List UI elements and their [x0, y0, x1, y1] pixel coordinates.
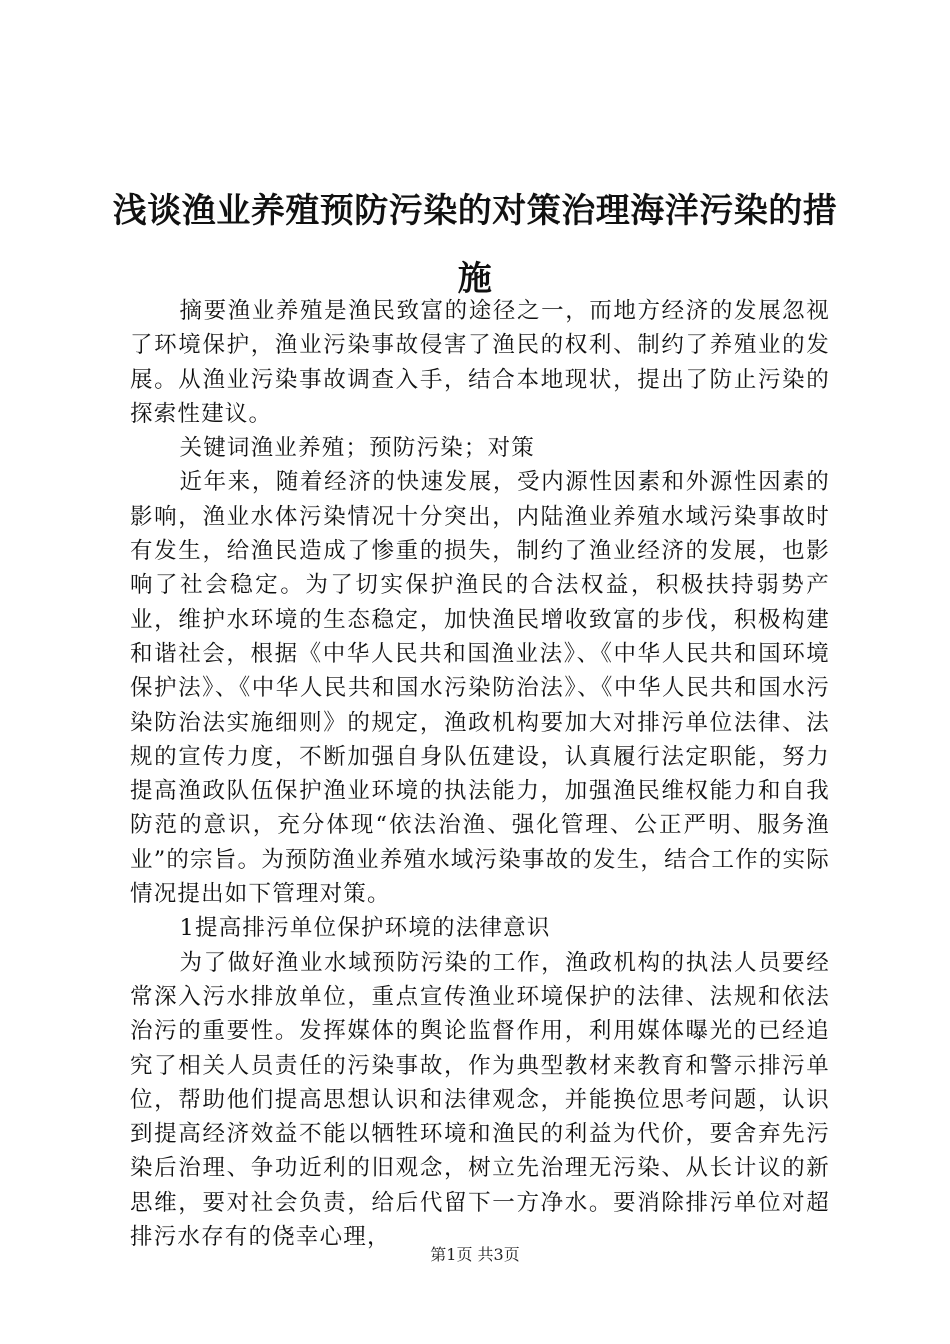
abstract-paragraph: 摘要渔业养殖是渔民致富的途径之一，而地方经济的发展忽视了环境保护，渔业污染事故侵害了渔民的权利、制约了养殖业的发展。从渔业污染事故调查入手，结合本地现状，提出了防止污染的探索性建议。: [130, 298, 830, 427]
section-heading: 1提高排污单位保护环境的法律意识: [179, 915, 551, 942]
section-paragraph: 为了做好渔业水域预防污染的工作，渔政机构的执法人员要经常深入污水排放单位，重点宣传渔业环境保护的法律、法规和依法治污的重要性。发挥媒体的舆论监督作用，利用媒体曝光的已经追究了相关人员责任的污染事故，作为典型教材来教育和警示排污单位，帮助他们提高思想认识和法律观念，并能换位思考问题，认识到提高经济效益不能以牺牲环境和渔民的利益为代价，要舍弃先污染后治理、争功近利的旧观念，树立先治理无污染、从长计议的新思维，要对社会负责，给后代留下一方净水。要消除排污单位对超排污水存有的侥幸心理，: [130, 949, 830, 1251]
page-footer: 第1页 共3页: [430, 1245, 520, 1264]
keywords-paragraph: 关键词渔业养殖；预防污染；对策: [179, 435, 536, 462]
document-title: 浅谈渔业养殖预防污染的对策治理海洋污染的措施: [112, 191, 838, 299]
document-body: [130, 294, 830, 1254]
intro-paragraph: 近年来，随着经济的快速发展，受内源性因素和外源性因素的影响，渔业水体污染情况十分突出，内陆渔业养殖水域污染事故时有发生，给渔民造成了惨重的损失，制约了渔业经济的发展，也影响了社会稳定。为了切实保护渔民的合法权益，积极扶持弱势产业，维护水环境的生态稳定，加快渔民增收致富的步伐，积极构建和谐社会，根据《中华人民共和国渔业法》、《中华人民共和国环境保护法》、《中华人民共和国水污染防治法》、《中华人民共和国水污染防治法实施细则》的规定，渔政机构要加大对排污单位法律、法规的宣传力度，不断加强自身队伍建设，认真履行法定职能，努力提高渔政队伍保护渔业环境的执法能力，加强渔民维权能力和自我防范的意识，充分体现“依法治渔、强化管理、公正严明、服务渔业”的宗旨。为预防渔业养殖水域污染事故的发生，结合工作的实际情况提出如下管理对策。: [130, 469, 831, 908]
